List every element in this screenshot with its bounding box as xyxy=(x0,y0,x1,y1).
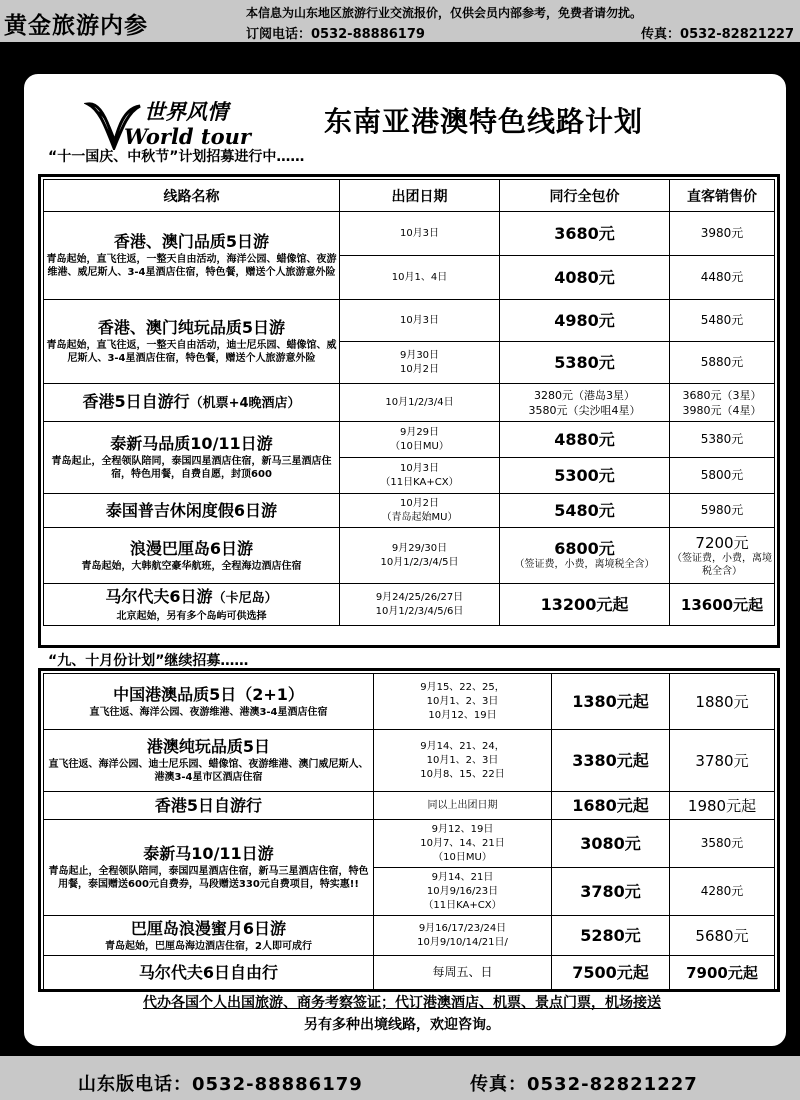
peer-price: 1680元起 xyxy=(552,792,670,820)
peer-price-note: （签证费，小费，离境税全含） xyxy=(514,559,655,570)
route-title: 泰新马品质10/11日游 xyxy=(110,434,273,453)
date-line: 10月1/2/3/4/5/6日 xyxy=(375,605,464,617)
route-title: 中国港澳品质5日（2+1） xyxy=(113,684,304,704)
table-row xyxy=(44,820,775,868)
retail-price xyxy=(670,528,775,584)
retail-price: 3980元 xyxy=(670,212,775,256)
route-desc: 北京起始，另有多个岛屿可供选择 xyxy=(116,610,267,622)
date-line: （10日MU） xyxy=(433,851,492,863)
peer-price: 3780元 xyxy=(552,868,670,916)
date-line: （10日MU） xyxy=(390,440,449,452)
retail-price xyxy=(670,384,775,422)
section2-title: “九、十月份计划”继续招募…… xyxy=(48,653,249,669)
sep-oct-plan-table xyxy=(38,668,780,992)
route-cell xyxy=(44,584,340,626)
route-title-suffix: （机票+4晚酒店） xyxy=(189,395,301,411)
retail-price: 5980元 xyxy=(670,494,775,528)
date-cell xyxy=(340,584,500,626)
date-cell: 同以上出团日期 xyxy=(374,792,552,820)
date-line: 9月29日 xyxy=(399,426,440,438)
holiday-plan-table xyxy=(38,174,780,648)
retail-price-note: （签证费，小费，离境税全含） xyxy=(672,552,772,577)
subscribe-phone: 订阅电话：0532-88886179 xyxy=(246,27,425,42)
retail-price: 4280元 xyxy=(670,868,775,916)
date-line: 9月12、19日 xyxy=(431,823,494,835)
table-row xyxy=(44,730,775,792)
date-line: 10月1、2、3日 xyxy=(426,754,499,766)
date-line: 10月8、15、22日 xyxy=(420,768,505,780)
logo-en-text: World tour xyxy=(124,124,251,149)
date-line: 9月14、21、24， xyxy=(420,740,505,752)
route-cell xyxy=(44,528,340,584)
route-title: 浪漫巴厘岛6日游 xyxy=(129,538,254,558)
date-line: 10月12、19日 xyxy=(428,709,497,721)
date-cell xyxy=(374,868,552,916)
route-desc: 青岛起始，直飞往返，一整天自由活动，海洋公园、蜡像馆、夜游维港、威尼斯人、3-4星酒店住宿，特色餐，赠送个人旅游意外险 xyxy=(46,254,337,278)
table-row xyxy=(44,212,775,256)
date-cell xyxy=(374,916,552,956)
footer-phone: 山东版电话：0532-88886179 xyxy=(78,1074,363,1095)
retail-price: 5800元 xyxy=(670,458,775,494)
date-cell: 10月1/2/3/4日 xyxy=(340,384,500,422)
route-desc: 青岛起始，巴厘岛海边酒店住宿，2人即可成行 xyxy=(105,940,312,952)
retail-price: 5680元 xyxy=(670,916,775,956)
peer-price: 7500元起 xyxy=(552,956,670,990)
route-cell xyxy=(44,212,340,300)
peer-price-line: 3280元（港岛3星） xyxy=(534,388,635,402)
retail-price: 3580元 xyxy=(670,820,775,868)
service-note: 代办各国个人出国旅游、商务考察签证；代订港澳酒店、机票、景点门票，机场接送 xyxy=(143,995,661,1011)
route-title: 香港、澳门纯玩品质5日游 xyxy=(97,318,286,337)
header-fax: 传真：0532-82821227 xyxy=(641,27,794,42)
col-route: 线路名称 xyxy=(44,180,340,212)
retail-price-value: 7200元 xyxy=(695,533,749,552)
header-bar xyxy=(0,0,800,42)
peer-price: 1380元起 xyxy=(552,674,670,730)
peer-price xyxy=(500,528,670,584)
route-title: 泰新马10/11日游 xyxy=(143,844,274,863)
date-line: 9月30日 xyxy=(399,349,440,361)
date-line: 9月29/30日 xyxy=(391,542,448,554)
table-row xyxy=(44,528,775,584)
date-cell xyxy=(340,458,500,494)
retail-price: 13600元起 xyxy=(670,584,775,626)
consult-note: 另有多种出境线路，欢迎咨询。 xyxy=(304,1017,500,1033)
peer-price: 4880元 xyxy=(500,422,670,458)
date-line: 10月1、2、3日 xyxy=(426,695,499,707)
route-cell xyxy=(44,422,340,494)
retail-price-line: 3680元（3星） xyxy=(682,388,762,402)
date-line: 10月1/2/3/4/5日 xyxy=(380,556,459,568)
route-title: 香港5日自游行 xyxy=(82,391,190,411)
retail-price: 1980元起 xyxy=(670,792,775,820)
table-row xyxy=(44,674,775,730)
retail-price: 5380元 xyxy=(670,422,775,458)
route-title: 马尔代夫6日游 xyxy=(105,586,213,606)
footer-bar xyxy=(0,1056,800,1100)
date-line: 10月7、14、21日 xyxy=(420,837,505,849)
route-cell xyxy=(44,674,374,730)
peer-price-line: 3580元（尖沙咀4星） xyxy=(528,403,641,417)
route-cell xyxy=(44,730,374,792)
peer-price: 3380元起 xyxy=(552,730,670,792)
retail-price: 1880元 xyxy=(670,674,775,730)
footer-fax: 传真：0532-82821227 xyxy=(470,1074,698,1095)
route-desc: 青岛起止，全程领队陪同，泰国四星酒店住宿，新马三星酒店住宿，特色用餐，自费自愿，封顶600 xyxy=(51,456,332,480)
table-row xyxy=(44,422,775,458)
date-cell xyxy=(374,820,552,868)
date-cell xyxy=(374,730,552,792)
peer-price xyxy=(500,384,670,422)
date-line: 10月9/16/23日 xyxy=(426,885,499,897)
retail-price: 7900元起 xyxy=(670,956,775,990)
date-line: （青岛起始MU） xyxy=(381,511,458,523)
date-cell: 每周五、日 xyxy=(374,956,552,990)
route-title: 巴厘岛浪漫蜜月6日游 xyxy=(130,918,287,938)
date-cell xyxy=(340,342,500,384)
table-row xyxy=(44,384,775,422)
peer-price: 13200元起 xyxy=(500,584,670,626)
route-title-suffix: （卡尼岛） xyxy=(212,590,278,606)
peer-price: 3680元 xyxy=(500,212,670,256)
date-line: 9月14、21日 xyxy=(431,871,494,883)
col-peer-price: 同行全包价 xyxy=(500,180,670,212)
table-row xyxy=(44,584,775,626)
table-row xyxy=(44,792,775,820)
date-line: 10月2日 xyxy=(399,363,440,375)
section1-title: “十一国庆、中秋节”计划招募进行中…… xyxy=(48,149,305,165)
header-notice: 本信息为山东地区旅游行业交流报价，仅供会员内部参考，免费者请勿扰。 xyxy=(246,6,643,20)
route-desc: 青岛起止，全程领队陪同，泰国四星酒店住宿，新马三星酒店住宿，特色用餐，泰国赠送600元自费券，马段赠送330元自费项目，特实惠!! xyxy=(48,866,369,890)
route-desc: 直飞往返、海洋公园、夜游维港、港澳3-4星酒店住宿 xyxy=(89,706,328,718)
table-row xyxy=(44,494,775,528)
date-cell xyxy=(374,674,552,730)
route-cell xyxy=(44,916,374,956)
peer-price: 4080元 xyxy=(500,256,670,300)
route-title: 香港5日自游行 xyxy=(44,792,374,820)
route-title: 泰国普吉休闲度假6日游 xyxy=(105,500,278,520)
date-line: 10月2日 xyxy=(399,497,440,509)
retail-price: 5880元 xyxy=(670,342,775,384)
route-desc: 青岛起始，大韩航空豪华航班，全程海边酒店住宿 xyxy=(81,560,302,572)
route-cell xyxy=(44,820,374,916)
header-contacts xyxy=(246,23,794,42)
logo-cn-text: 世界风情 xyxy=(144,99,228,124)
date-line: 10月3日 xyxy=(399,462,440,474)
peer-price: 5280元 xyxy=(552,916,670,956)
table-row xyxy=(44,956,775,990)
retail-price: 3780元 xyxy=(670,730,775,792)
route-cell xyxy=(44,494,340,528)
date-cell: 10月1、4日 xyxy=(340,256,500,300)
date-line: （11日KA+CX） xyxy=(423,899,502,911)
table-row xyxy=(44,300,775,342)
date-line: 10月9/10/14/21日/ xyxy=(417,936,508,948)
route-title: 马尔代夫6日自由行 xyxy=(44,956,374,990)
table-row xyxy=(44,916,775,956)
page-title: 东南亚港澳特色线路计划 xyxy=(324,105,644,138)
retail-price: 5480元 xyxy=(670,300,775,342)
peer-price: 5300元 xyxy=(500,458,670,494)
date-line: 9月24/25/26/27日 xyxy=(375,591,464,603)
date-cell xyxy=(340,528,500,584)
route-desc: 直飞往返、海洋公园、迪士尼乐园、蜡像馆、夜游维港、澳门威尼斯人、港澳3-4星市区酒店住宿 xyxy=(48,759,369,783)
route-cell xyxy=(44,384,340,422)
date-line: 9月16/17/23/24日 xyxy=(418,922,507,934)
date-cell xyxy=(340,422,500,458)
col-date: 出团日期 xyxy=(340,180,500,212)
date-cell: 10月3日 xyxy=(340,300,500,342)
date-line: （11日KA+CX） xyxy=(380,476,459,488)
route-title: 香港、澳门品质5日游 xyxy=(113,232,270,251)
route-title: 港澳纯玩品质5日 xyxy=(146,737,271,756)
peer-price: 3080元 xyxy=(552,820,670,868)
date-cell xyxy=(340,494,500,528)
route-desc: 青岛起始，直飞往返，一整天自由活动，迪士尼乐园、蜡像馆、威尼斯人、3-4星酒店住宿，特色餐，赠送个人旅游意外险 xyxy=(46,340,337,364)
peer-price: 4980元 xyxy=(500,300,670,342)
route-cell xyxy=(44,300,340,384)
world-tour-logo xyxy=(84,94,274,154)
retail-price-line: 3980元（4星） xyxy=(682,403,762,417)
peer-price-value: 6800元 xyxy=(554,539,615,558)
date-cell: 10月3日 xyxy=(340,212,500,256)
content-panel xyxy=(22,72,788,1048)
peer-price: 5480元 xyxy=(500,494,670,528)
date-line: 9月15、22、25， xyxy=(420,681,505,693)
brand-title: 黄金旅游内参 xyxy=(4,13,148,39)
table-header-row xyxy=(44,180,775,212)
retail-price: 4480元 xyxy=(670,256,775,300)
peer-price: 5380元 xyxy=(500,342,670,384)
col-retail-price: 直客销售价 xyxy=(670,180,775,212)
